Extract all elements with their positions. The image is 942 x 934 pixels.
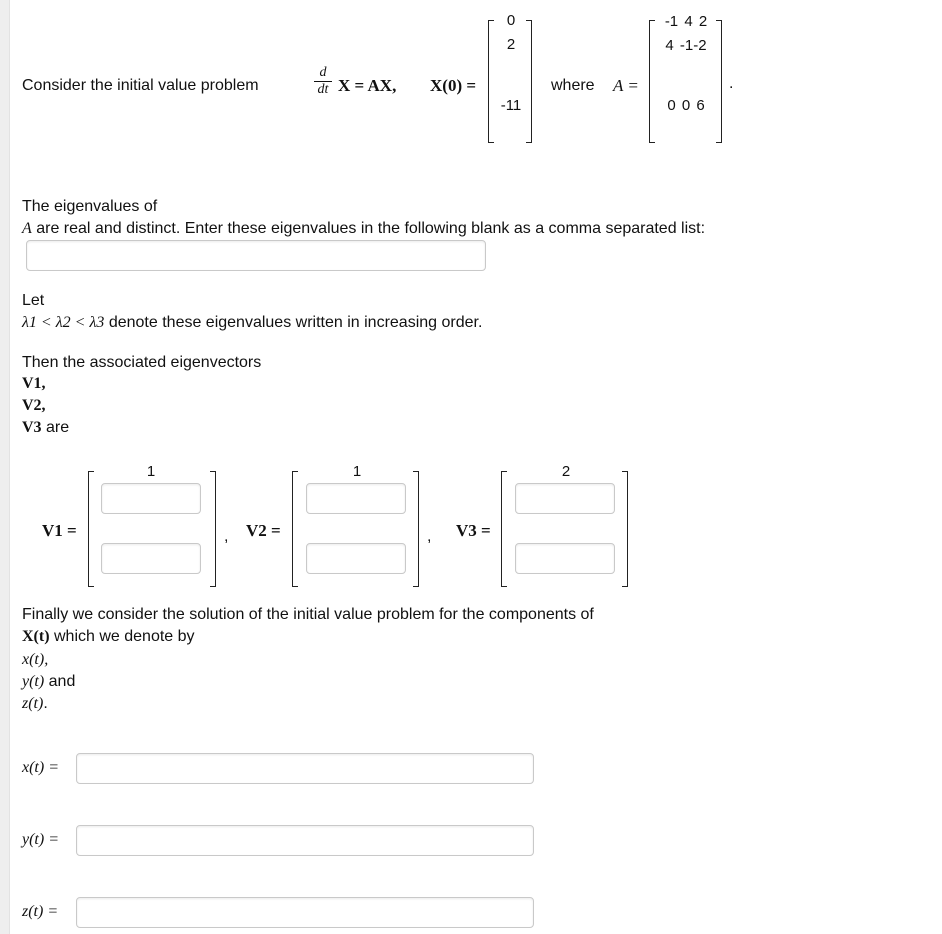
v2-entry-2-input[interactable] (306, 483, 406, 514)
v1-label: V1 = (42, 521, 77, 540)
z-period: . (43, 695, 48, 712)
v3-line (22, 419, 69, 437)
v2-text: V2, (22, 397, 46, 414)
matrix-a-label: A = (613, 76, 639, 95)
v2-left-bracket (292, 471, 298, 587)
intro-lead: Consider the initial value problem (22, 77, 259, 94)
v2-separator: , (427, 528, 432, 545)
matrix-a-row-1: -1 4 2 (664, 13, 708, 30)
are-text: are (41, 419, 70, 436)
x0-right-bracket (526, 20, 532, 143)
x0-entry-3: -11 (500, 97, 522, 114)
v1-entry-1: 1 (146, 463, 156, 480)
v3-entry-2-input[interactable] (515, 483, 615, 514)
v1-text: V1, (22, 375, 46, 392)
z-answer-label: z(t) = (22, 903, 59, 920)
z-solution-input[interactable] (76, 897, 534, 928)
v3-entry-3-input[interactable] (515, 543, 615, 574)
intro-period: . (729, 75, 734, 92)
eigen-line-2 (22, 220, 705, 238)
final-which-text: which we denote by (49, 628, 195, 645)
and-text: and (44, 673, 76, 690)
order-description: denote these eigenvalues written in increasing order. (104, 314, 483, 331)
eigenvalues-input[interactable] (26, 240, 486, 271)
where-text: where (551, 77, 595, 94)
v1-entry-2-input[interactable] (101, 483, 201, 514)
x0-entry-1: 0 (506, 12, 516, 29)
z-component-text: z(t) (22, 695, 44, 712)
eigen-instruction: are real and distinct. Enter these eigenvalues in the following blank as a comma separated list: (31, 220, 706, 237)
v3-left-bracket (501, 471, 507, 587)
initial-condition-label: X(0) = (430, 76, 477, 95)
z-component-line (22, 695, 48, 713)
ode-equation: X = AX, (338, 76, 397, 95)
vectors-line-1: Then the associated eigenvectors (22, 354, 262, 371)
x0-entry-2: 2 (506, 36, 516, 53)
v2-entry-1: 1 (352, 463, 362, 480)
deriv-denominator: dt (317, 82, 329, 97)
v1-entry-3-input[interactable] (101, 543, 201, 574)
v1-left-bracket (88, 471, 94, 587)
y-component-text: y(t) (22, 673, 45, 690)
y-component-line (22, 673, 75, 691)
xt-symbol: X(t) (22, 628, 50, 645)
x-component-text: x(t), (22, 651, 49, 668)
final-line-2 (22, 628, 195, 646)
derivative-fraction (314, 66, 332, 97)
x-solution-input[interactable] (76, 753, 534, 784)
left-margin-bar (0, 0, 10, 934)
matrix-a-row-3: 0 0 6 (667, 97, 705, 114)
matrix-a-var: A (22, 220, 32, 237)
v3-text: V3 (22, 419, 42, 436)
matrix-a-row-2: 4 -1-2 (665, 37, 707, 54)
y-solution-input[interactable] (76, 825, 534, 856)
let-text: Let (22, 292, 45, 309)
v3-right-bracket (622, 471, 628, 587)
lambda-inequality: λ1 < λ2 < λ3 (22, 314, 105, 331)
deriv-numerator: d (319, 65, 327, 80)
order-line (22, 314, 482, 332)
v3-label: V3 = (456, 521, 491, 540)
final-line-1: Finally we consider the solution of the initial value problem for the components of (22, 606, 594, 623)
v3-entry-1: 2 (561, 463, 571, 480)
v2-label: V2 = (246, 521, 281, 540)
v1-right-bracket (210, 471, 216, 587)
eigen-line-1: The eigenvalues of (22, 198, 158, 215)
x0-left-bracket (488, 20, 494, 143)
v2-right-bracket (413, 471, 419, 587)
y-answer-label: y(t) = (22, 831, 59, 848)
v1-separator: , (224, 528, 229, 545)
x-answer-label: x(t) = (22, 759, 59, 776)
v2-entry-3-input[interactable] (306, 543, 406, 574)
